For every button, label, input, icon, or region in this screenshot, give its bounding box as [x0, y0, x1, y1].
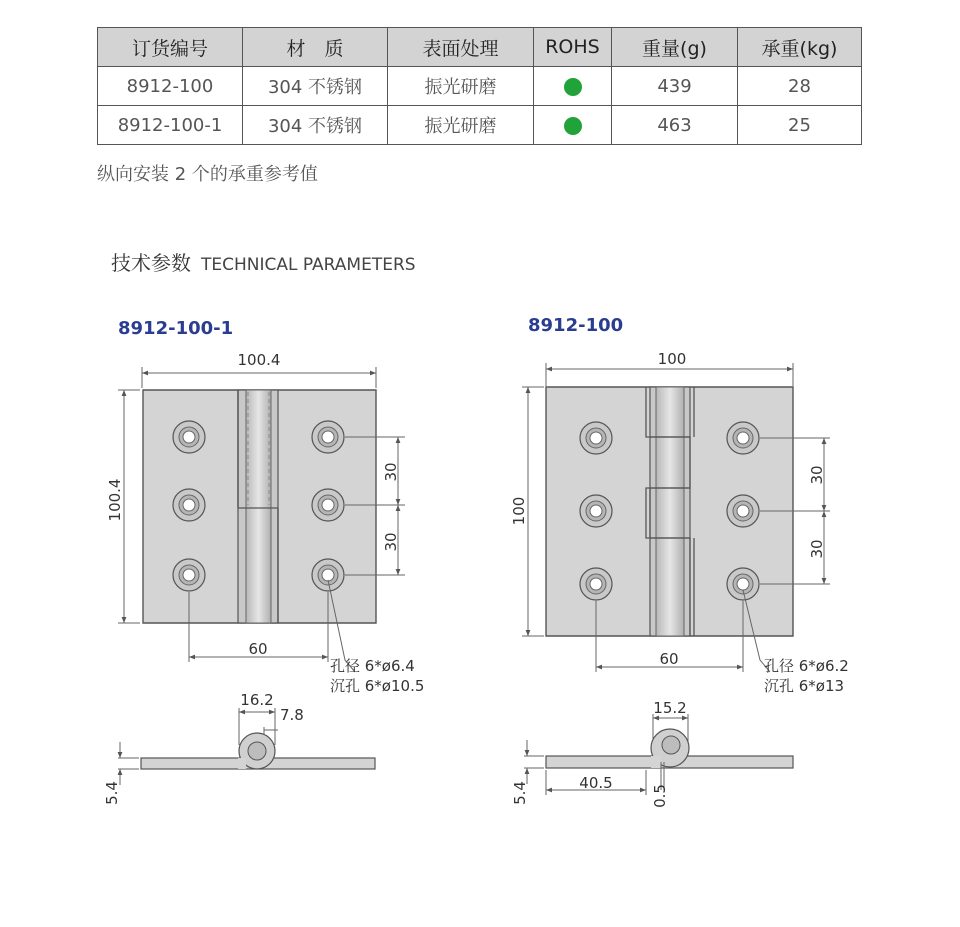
mounting-hole — [580, 495, 612, 527]
left-hole-spec: 孔径 6*ø6.4 — [330, 657, 415, 675]
header-material: 材 质 — [243, 28, 388, 67]
mounting-hole — [727, 568, 759, 600]
cell-load: 28 — [738, 67, 862, 106]
cell-code: 8912-100-1 — [98, 106, 243, 145]
left-pitch-2: 30 — [382, 532, 400, 552]
cell-load: 25 — [738, 106, 862, 145]
right-hole-spec: 孔径 6*ø6.2 — [764, 657, 849, 675]
header-rohs: ROHS — [534, 28, 612, 67]
left-pin-dim: 7.8 — [280, 706, 304, 724]
left-hinge-drawing — [103, 318, 424, 805]
cell-material: 304 不锈钢 — [243, 67, 388, 106]
left-counterbore-spec: 沉孔 6*ø10.5 — [330, 677, 425, 695]
mounting-hole — [727, 495, 759, 527]
right-hinge-drawing — [510, 315, 849, 808]
left-knuckle-dim: 16.2 — [240, 691, 274, 709]
right-width-dim: 100 — [657, 350, 687, 368]
header-weight: 重量(g) — [612, 28, 738, 67]
right-leaf-length-dim: 40.5 — [579, 774, 613, 792]
header-code: 订货编号 — [98, 28, 243, 67]
mounting-hole — [580, 422, 612, 454]
mounting-hole — [312, 489, 344, 521]
cell-weight: 463 — [612, 106, 738, 145]
cell-weight: 439 — [612, 67, 738, 106]
right-gap-dim: 0.5 — [651, 784, 669, 808]
left-width-dim: 100.4 — [237, 351, 281, 369]
right-pitch-2: 30 — [808, 539, 826, 559]
mounting-hole — [173, 559, 205, 591]
mounting-hole — [312, 421, 344, 453]
cell-material: 304 不锈钢 — [243, 106, 388, 145]
left-pitch-1: 30 — [382, 462, 400, 482]
load-note: 纵向安装 2 个的承重参考值 — [97, 164, 318, 185]
cell-code: 8912-100 — [98, 67, 243, 106]
mounting-hole — [727, 422, 759, 454]
cell-finish: 振光研磨 — [388, 67, 534, 106]
mounting-hole — [580, 568, 612, 600]
section-title-en: TECHNICAL PARAMETERS — [201, 255, 416, 275]
mounting-hole — [173, 489, 205, 521]
header-finish: 表面处理 — [388, 28, 534, 67]
right-thickness-dim: 5.4 — [511, 781, 529, 805]
mounting-hole — [312, 559, 344, 591]
left-spacing-dim: 60 — [248, 640, 268, 658]
right-spacing-dim: 60 — [659, 650, 679, 668]
right-height-dim: 100 — [510, 496, 528, 526]
header-load: 承重(kg) — [738, 28, 862, 67]
right-knuckle-dim: 15.2 — [653, 699, 687, 717]
right-pitch-1: 30 — [808, 465, 826, 485]
left-thickness-dim: 5.4 — [103, 781, 121, 805]
left-model-label: 8912-100-1 — [118, 318, 234, 339]
left-height-dim: 100.4 — [106, 478, 124, 522]
right-model-label: 8912-100 — [528, 315, 624, 336]
mounting-hole — [173, 421, 205, 453]
section-title-cn: 技术参数 — [111, 251, 191, 275]
right-counterbore-spec: 沉孔 6*ø13 — [764, 677, 845, 695]
cell-finish: 振光研磨 — [388, 106, 534, 145]
